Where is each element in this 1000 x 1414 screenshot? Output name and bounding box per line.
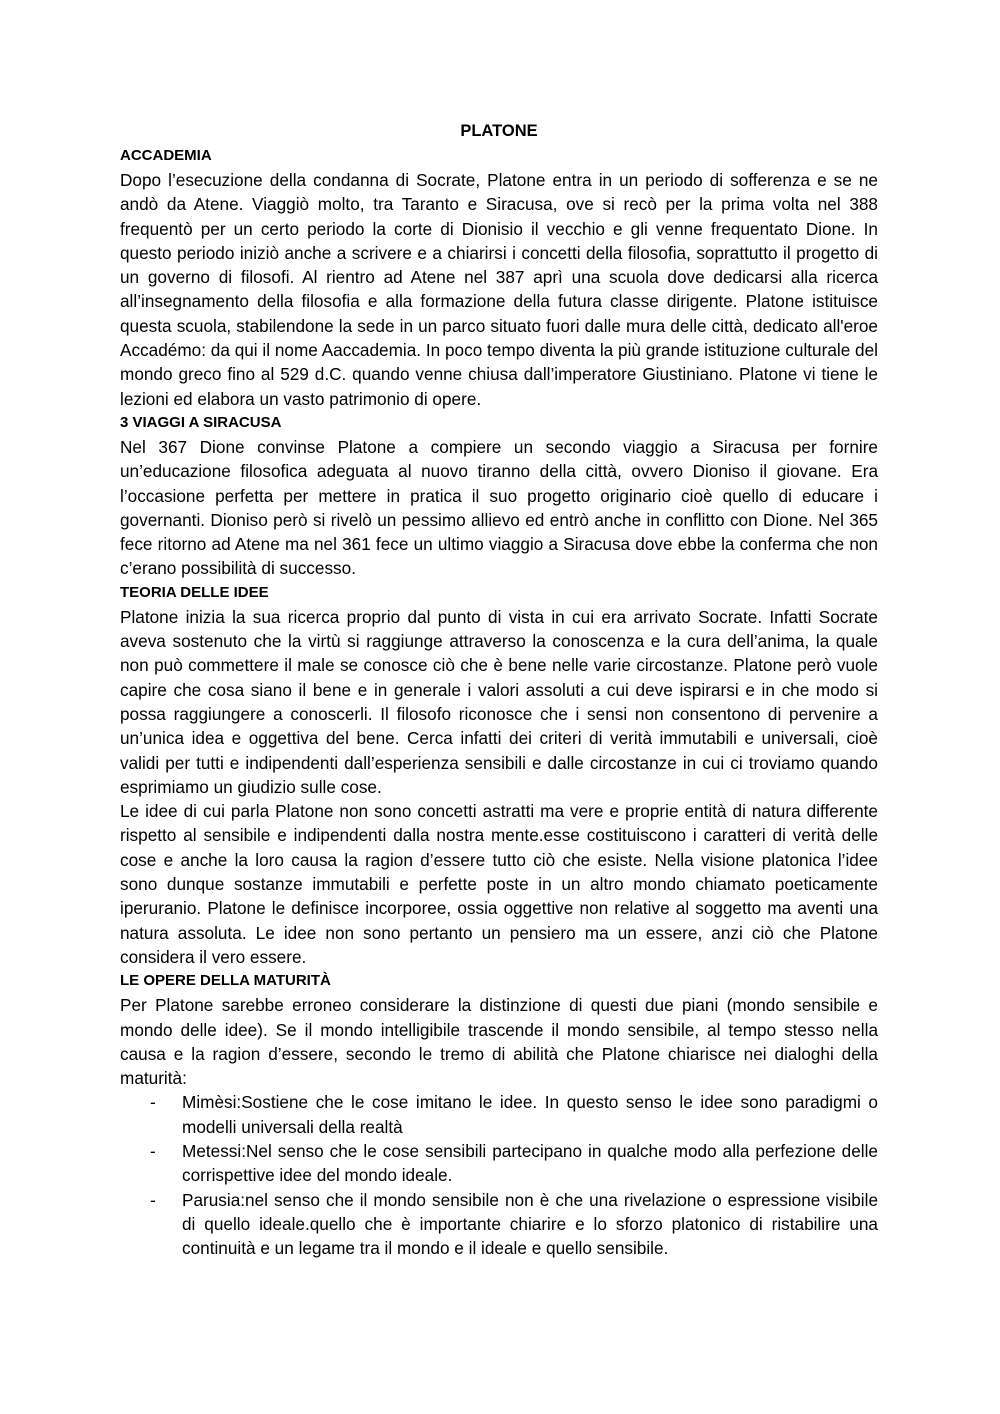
section-heading-opere-maturita: LE OPERE DELLA MATURITÀ: [120, 972, 331, 990]
paragraph-teoria-idee-2: Le idee di cui parla Platone non sono concetti astratti ma vere e proprie entità di natura differente rispetto al sensibile e indipendenti dalla nostra mente.esse costituiscono i caratteri di verità delle cose e anche la loro causa la ragion d’essere tutto ciò che esiste. Nella visione platonica l’idee sono dunque sostanze immutabili e perfette poste in un altro mondo chiamato poeticamente iperuranio. Platone le definisce incorporee, ossia oggettive non relative al soggetto ma aventi una natura assoluta. Le idee non sono pertanto un pensiero ma un essere, anzi ciò che Platone considera il vero essere.: [120, 801, 878, 967]
list-item-text: Metessi:Nel senso che le cose sensibili partecipano in qualche modo alla perfezione delle corrispettive idee del mondo ideale.: [182, 1140, 878, 1186]
paragraph-accademia: Dopo l’esecuzione della condanna di Socrate, Platone entra in un periodo di sofferenza e se ne andò da Atene. Viaggiò molto, tra Taranto e Siracusa, ove si recò per la prima volta nel 388 frequentò per un certo periodo la corte di Dionisio il vecchio e gli venne frequentato Dione. In questo periodo iniziò anche a scrivere e a chiarirsi i concetti della filosofia, soprattutto il progetto di un governo di filosofi. Al rientro ad Atene nel 387 aprì una scuola dove dedicarsi alla ricerca all’insegnamento della filosofia e alla formazione della futura classe dirigente. Platone istituisce questa scuola, stabilendone la sede in un parco situato fuori dalle mura delle città, dedicato all'eroe Accadémo: da qui il nome Aaccademia. In poco tempo diventa la più grande istituzione culturale del mondo greco fino al 529 d.C. quando venne chiusa dall’imperatore Giustiniano. Platone vi tiene le lezioni ed elabora un vasto patrimonio di opere.: [120, 170, 878, 409]
list-item-parusia: [120, 1188, 878, 1261]
paragraph-teoria-idee-1: Platone inizia la sua ricerca proprio dal punto di vista in cui era arrivato Socrate. Infatti Socrate aveva sostenuto che la virtù si raggiunge attraverso la conoscenza e la cura dell’anima, la quale non può commettere il male se conosce ciò che è bene nelle varie circostanze. Platone però vuole capire che cosa siano il bene e in generale i valori assoluti a cui deve ispirarsi e in che modo si possa raggiungere a conoscerli. Il filosofo riconosce che i sensi non consentono di pervenire a un’unica idea e oggettiva del bene. Cerca infatti dei criteri di verità immutabili e universali, cioè validi per tutti e indipendenti dall’esperienza sensibili e dalle circostanze in cui ci troviamo quando esprimiamo un giudizio sulle cose.: [120, 606, 878, 797]
bullet-list: [120, 1090, 878, 1260]
document-title: PLATONE: [460, 122, 538, 140]
paragraph-opere-maturita: Per Platone sarebbe erroneo considerare la distinzione di questi due piani (mondo sensibile e mondo delle idee). Se il mondo intelligibile trascende il mondo sensibile, al tempo stesso nella causa e la ragion d’essere, secondo le tremo di abilità che Platone chiarisce nei dialoghi della maturità:: [120, 995, 878, 1089]
document-page: [120, 118, 878, 1260]
section-heading-teoria-idee: TEORIA DELLE IDEE: [120, 583, 269, 601]
bullet-marker: -: [150, 1189, 156, 1210]
list-item-text: Mimèsi:Sostiene che le cose imitano le idee. In questo senso le idee sono paradigmi o modelli universali della realtà: [182, 1092, 878, 1137]
list-item-mimesi: [120, 1090, 878, 1139]
paragraph-viaggi-siracusa: Nel 367 Dione convinse Platone a compiere un secondo viaggio a Siracusa per fornire un’educazione filosofica adeguata al nuovo tiranno della città, ovvero Dioniso il giovane. Era l’occasione perfetta per mettere in pratica il suo progetto originario cioè quello di educare i governanti. Dioniso però si rivelò un pessimo allievo ed entrò anche in conflitto con Dione. Nel 365 fece ritorno ad Atene ma nel 361 fece un ultimo viaggio a Siracusa dove ebbe la conferma che non c’erano possibilità di successo.: [120, 436, 878, 579]
list-item-metessi: [120, 1139, 878, 1188]
section-heading-viaggi-siracusa: 3 VIAGGI A SIRACUSA: [120, 413, 282, 431]
bullet-marker: -: [150, 1092, 156, 1113]
list-item-text: Parusia:nel senso che il mondo sensibile non è che una rivelazione o espressione visibile di quello ideale.quello che è importante chiarire e lo sforzo platonico di ristabilire una continuità e un legame tra il mondo e il ideale e quello sensibile.: [182, 1189, 878, 1259]
section-heading-accademia: ACCADEMIA: [120, 147, 212, 164]
bullet-marker: -: [150, 1140, 156, 1161]
